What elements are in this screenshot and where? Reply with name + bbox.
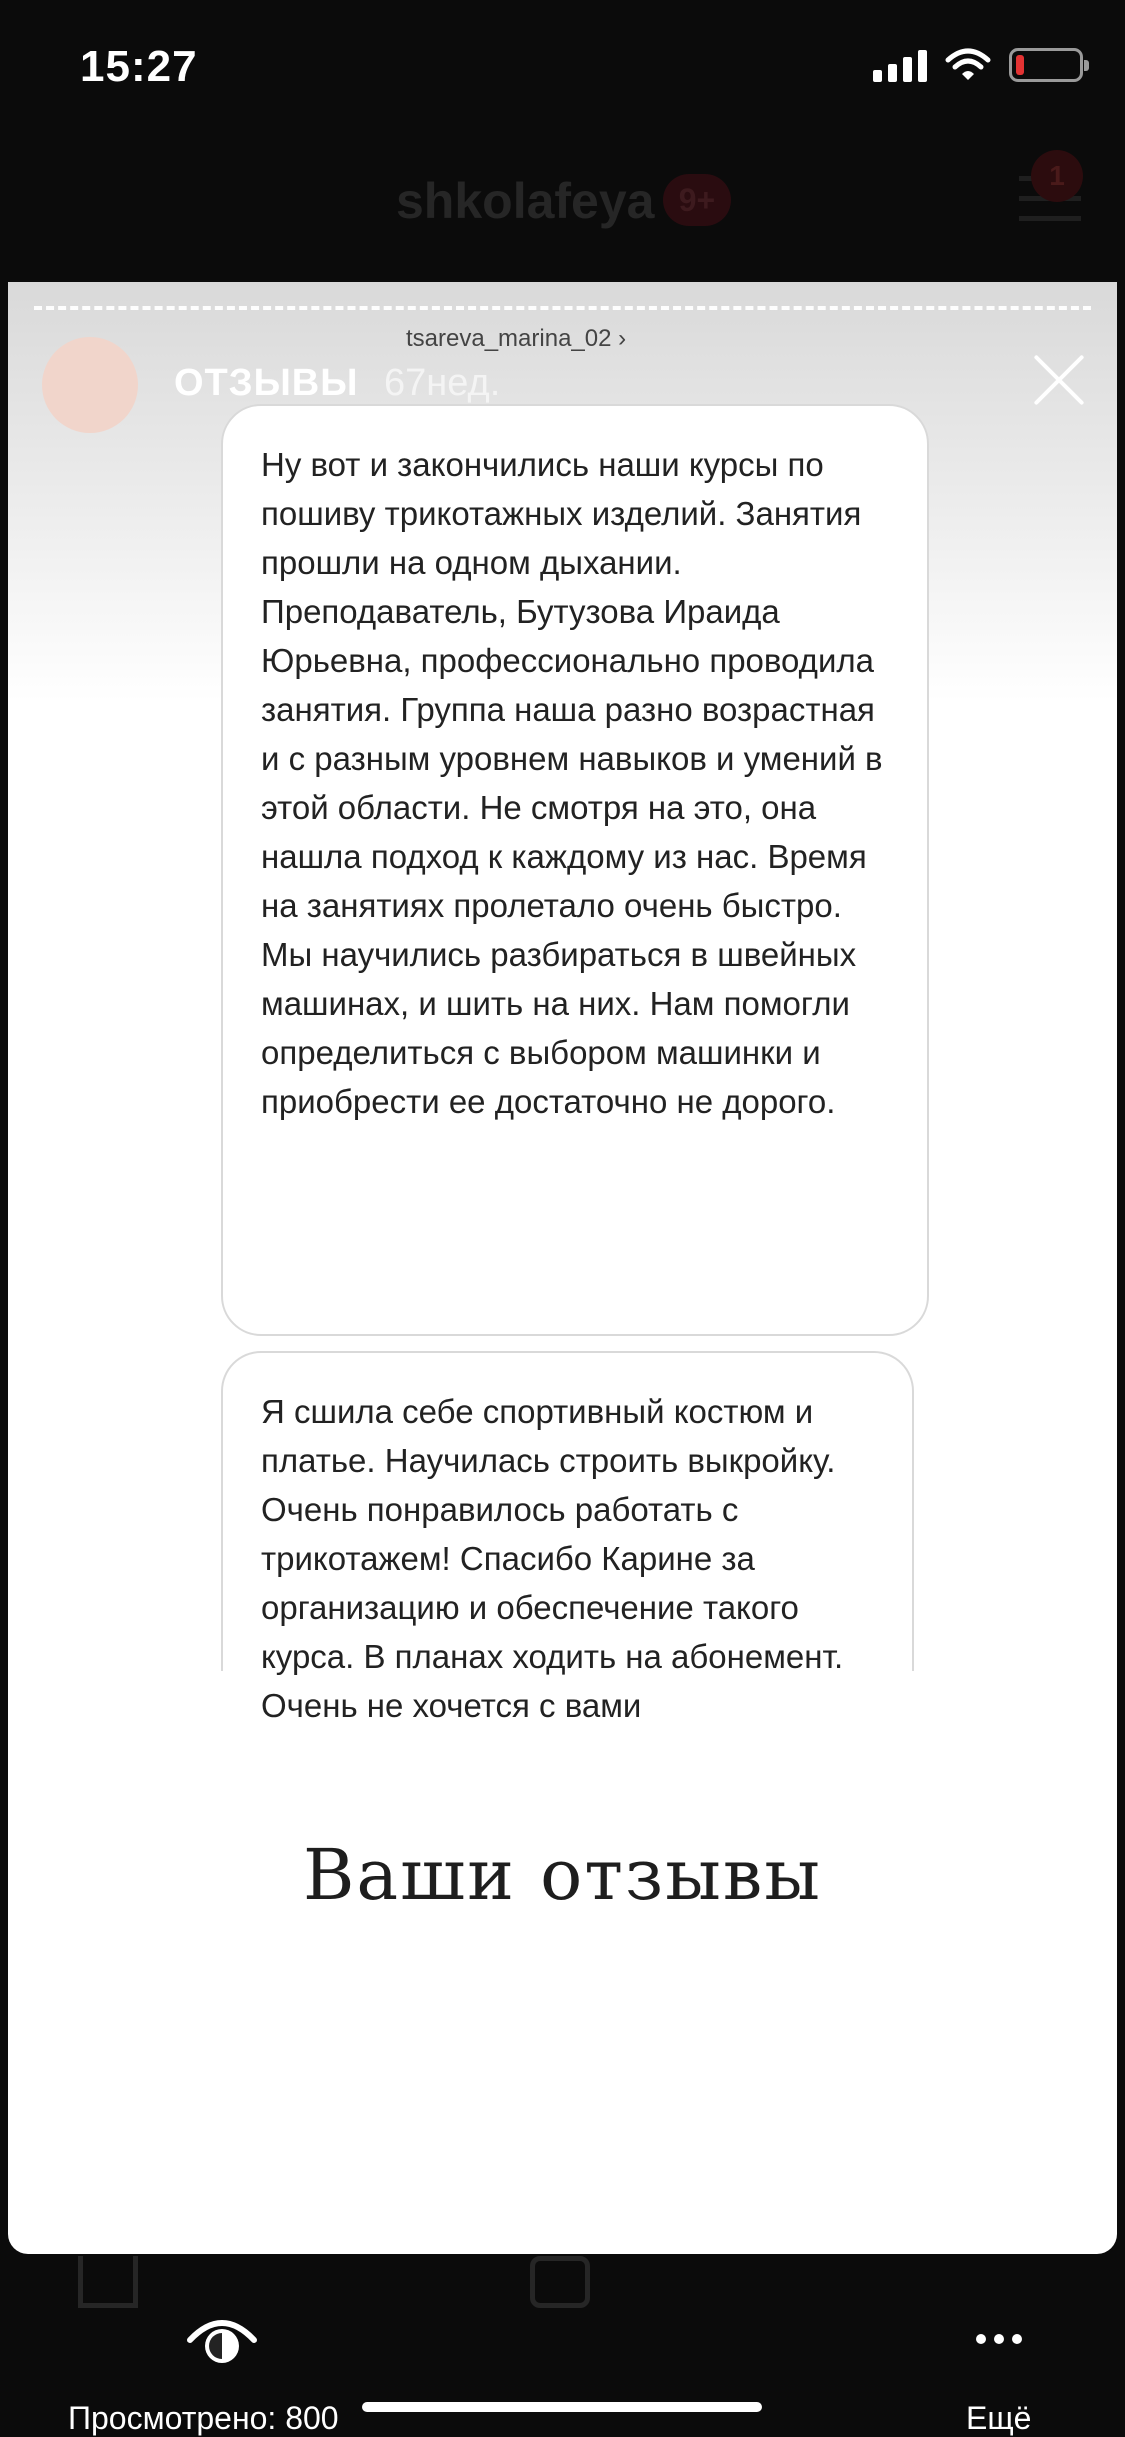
background-tab-bar [0,2254,1125,2314]
review-bubble-2 [221,1351,914,1724]
story-title: Ваши отзывы [302,1834,823,1916]
add-post-icon [530,2256,590,2308]
views-count[interactable]: Просмотрено: 800 [68,2400,339,2436]
wifi-icon [945,48,991,82]
story-avatar[interactable] [42,337,138,433]
signal-icon [873,48,927,82]
story-viewer[interactable] [8,282,1117,2254]
more-button[interactable]: Ещё [966,2400,1032,2436]
profile-notification-badge: 9+ [663,174,731,226]
close-icon[interactable] [1031,352,1087,408]
menu-badge: 1 [1031,150,1083,202]
battery-level [1016,55,1024,75]
status-icons [873,48,1083,82]
home-icon [78,2256,138,2308]
story-account-name[interactable]: ОТЗЫВЫ [174,362,359,404]
eye-icon[interactable] [186,2310,258,2366]
status-time: 15:27 [80,42,198,91]
story-time-ago: 67нед. [384,362,501,404]
clipped-username: tsareva_marina_02 › [406,325,627,352]
home-indicator [362,2402,762,2412]
review-text-1: Ну вот и закончились наши курсы по пошиву трикотажных изделий. Занятия прошли на одном дыхании. Преподаватель, Бутузова Ираида Юрьевна, профессионально проводила занятия. Группа наша разно возрастная и с разным уровнем навыков и умений в этой области. Не смотря на это, она нашла подход к каждому из нас. Время на занятиях пролетало очень быстро. Мы научились разбираться в швейных машинах, и шить на них. Нам помогли определиться с выбором машинки и приобрести ее достаточно не дорого. [261,446,883,1120]
review-text-2: Я сшила себе спортивный костюм и платье. Научилась строить выкройку. Очень понравилось работать с трикотажем! Спасибо Карине за организацию и обеспечение такого курса. В планах ходить на абонемент. Очень не хочется с вами [261,1393,844,1724]
story-progress-bar [34,306,1091,310]
profile-username: shkolafeya [396,173,655,229]
battery-icon [1009,48,1083,82]
more-icon[interactable] [976,2334,1022,2346]
review-bubble-1 [221,404,929,1336]
